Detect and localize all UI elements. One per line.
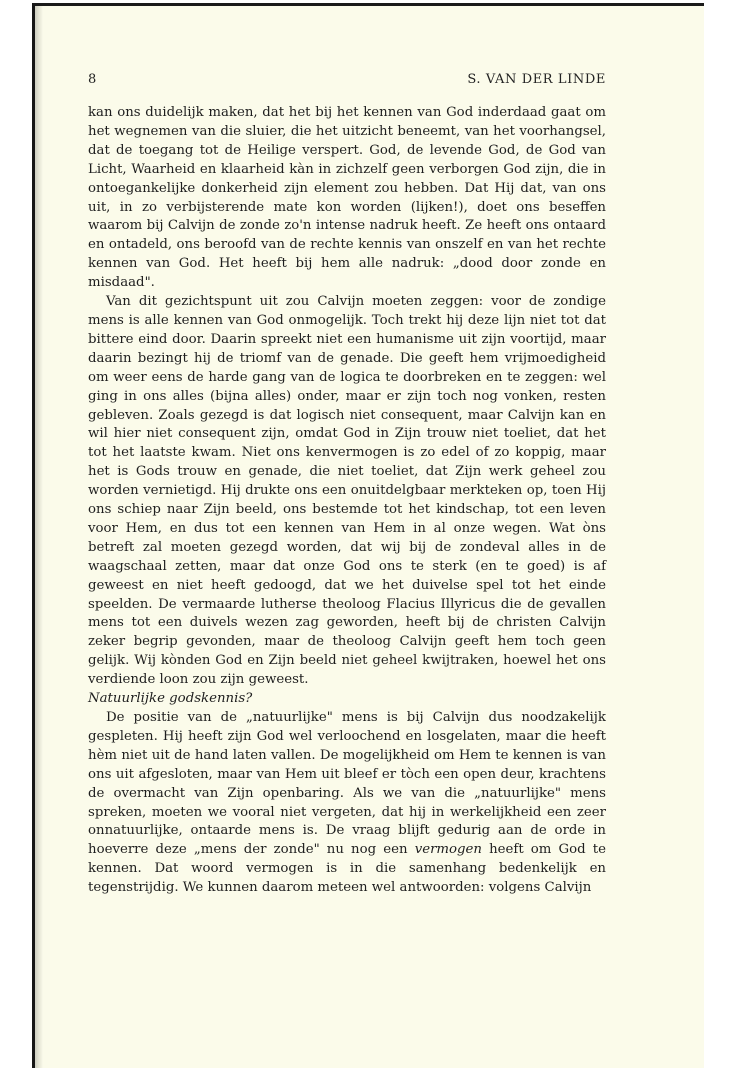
page-number: 8 (88, 72, 97, 87)
running-head: S. VAN DER LINDE (467, 72, 606, 87)
page-body (88, 104, 606, 898)
emphasis-vermogen: vermogen (414, 842, 482, 858)
section-heading: Natuurlijke godskennis? (88, 691, 253, 707)
paragraph-1: kan ons duidelijk maken, dat het bij het kennen van God inderdaad gaat om het wegnemen van die sluier, die het uitzicht beneemt, van het voorhangsel, dat de toegang tot de Heilige verspert. God, de levende God, de God van Licht, Waarheid en klaarheid kàn in zichzelf geen verborgen God zijn, die in ontoegankelijke donkerheid zijn element zou hebben. Dat Hij dat, van ons uit, in zo verbijsterende mate kon worden (lijken!), doet ons beseffen waarom bij Calvijn de zonde zo'n intense nadruk heeft. Ze heeft ons ontaard en ontadeld, ons beroofd van de rechte kennis van onszelf en van het rechte kennen van God. Het heeft bij hem alle nadruk: „dood door zonde en misdaad". (88, 105, 606, 291)
paragraph-3 (88, 709, 606, 898)
paragraph-3-part2: heeft om God te kennen. Dat woord vermogen is in die samenhang bedenkelijk en tegenstrijdig. We kunnen daarom meteen wel antwoorden: volgens Calvijn (88, 842, 606, 896)
paragraph-2: Van dit gezichtspunt uit zou Calvijn moeten zeggen: voor de zondige mens is alle kennen van God onmogelijk. Toch trekt hij deze lijn niet tot dat bittere eind door. Daarin spreekt niet een humanisme uit zijn voortijd, maar daarin bezingt hij de triomf van de genade. Die geeft hem vrijmoedigheid om weer eens de harde gang van de logica te doorbreken en te zeggen: wel ging in ons alles (bijna alles) onder, maar er zijn toch nog vonken, resten gebleven. Zoals gezegd is dat logisch niet consequent, maar Calvijn kan en wil hier niet consequent zijn, omdat God in Zijn trouw niet toeliet, dat het tot het laatste kwam. Niet ons kenvermogen is zo edel of zo koppig, maar het is Gods trouw en genade, die niet toeliet, dat Zijn werk geheel zou worden vernietigd. Hij drukte ons een onuitdelgbaar merkteken op, toen Hij ons schiep naar Zijn beeld, ons bestemde tot het kindschap, tot een leven voor Hem, en dus tot een kennen van Hem in al onze wegen. Wat òns betreft zal moeten gezegd worden, dat wij bij de zondeval alles in de waagschaal zetten, maar dat onze God ons te sterk (en te goed) is af geweest en niet heeft gedoogd, dat we het duivelse spel tot het einde speelden. De vermaarde lutherse theoloog Flacius Illyricus die de gevallen mens tot een duivels wezen zag geworden, heeft bij de christen Calvijn zeker begrip gevonden, maar de theoloog Calvijn geeft hem toch geen gelijk. Wij kònden God en Zijn beeld niet geheel kwijtraken, hoewel het ons verdiende loon zou zijn geweest. (88, 294, 606, 688)
paragraph-3-part1: De positie van de „natuurlijke" mens is bij Calvijn dus noodzakelijk gespleten. Hij heeft zijn God wel verloochend en losgelaten, maar die heeft hèm niet uit de hand laten vallen. De mogelijkheid om Hem te kennen is van ons uit afgesloten, maar van Hem uit bleef er tòch een open deur, krachtens de overmacht van Zijn openbaring. Als we van die „natuurlijke" mens spreken, moeten we vooral niet vergeten, dat hij in werkelijkheid een zeer onnatuurlijke, ontaarde mens is. De vraag blijft gedurig aan de orde in hoeverre deze „mens der zonde" nu nog een (88, 710, 606, 858)
gutter-shadow (35, 6, 43, 1068)
